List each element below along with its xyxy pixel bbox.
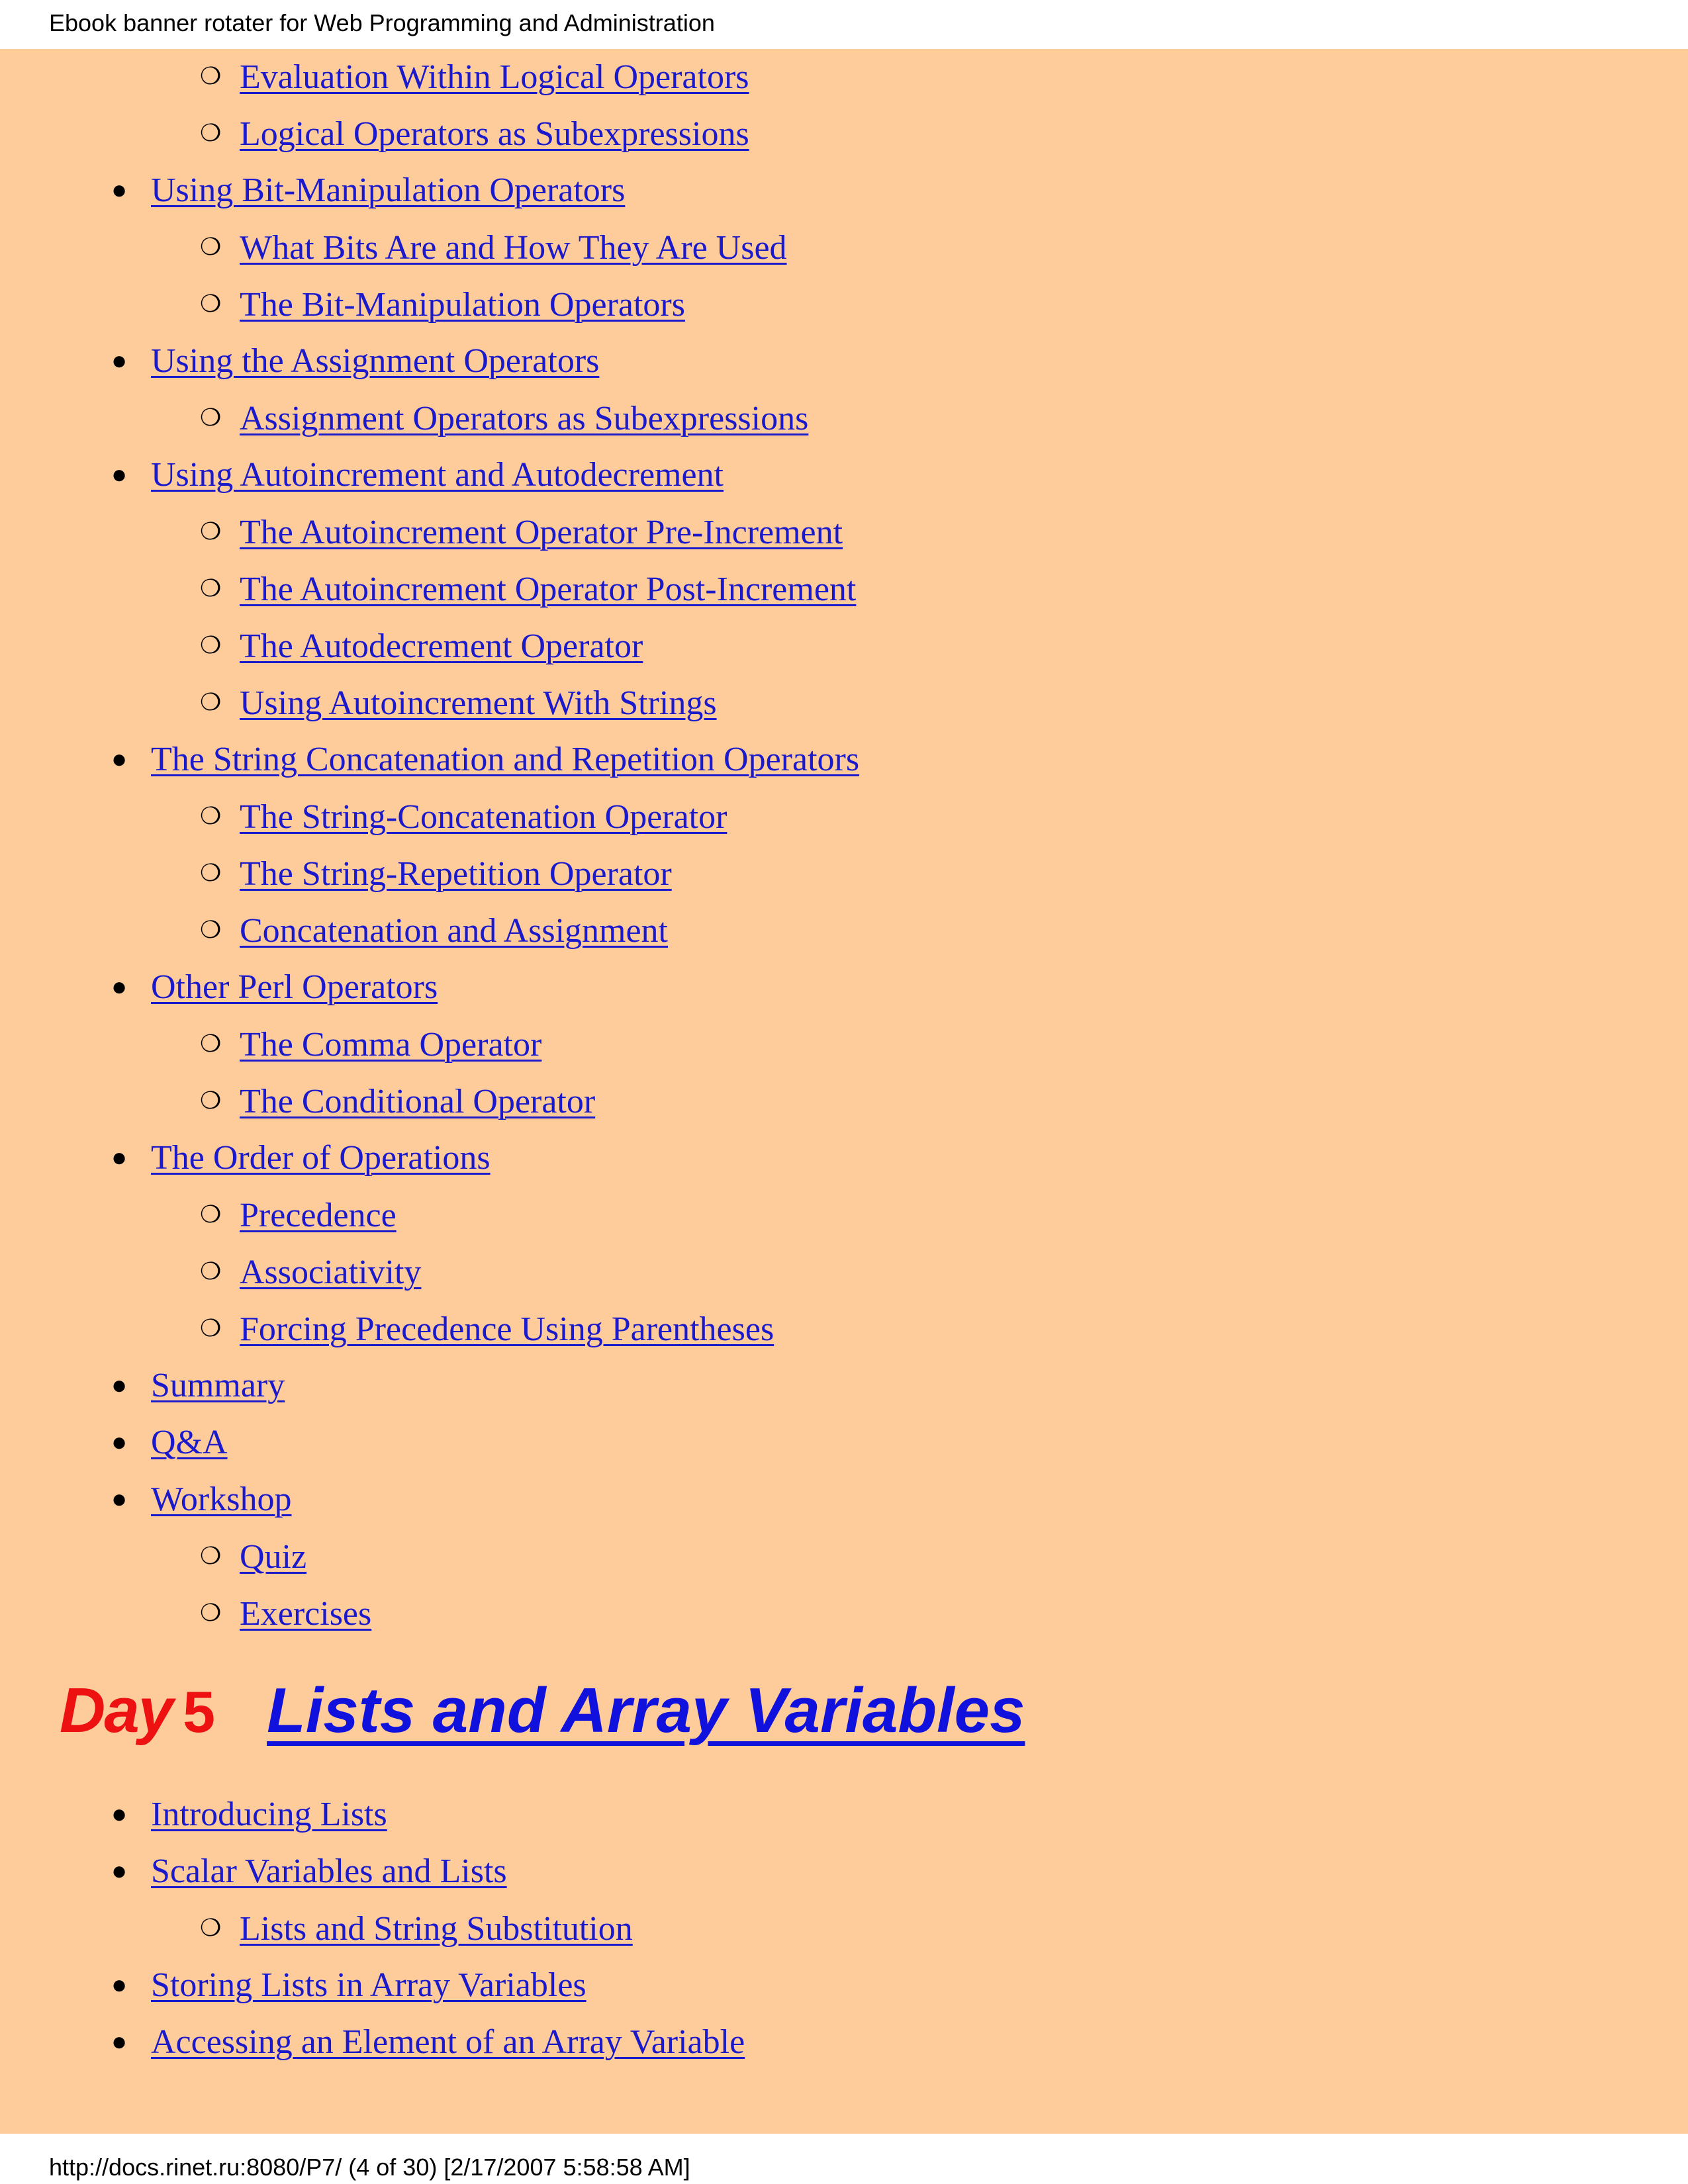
toc-link[interactable]: The Autoincrement Operator Post-Increment [240, 570, 857, 608]
circle-bullet-icon [200, 218, 240, 277]
toc-link[interactable]: Evaluation Within Logical Operators [240, 58, 749, 96]
banner-text: Ebook banner rotater for Web Programming and Administration [49, 9, 715, 36]
day-list-item [111, 1956, 586, 2013]
disc-bullet-icon [111, 1129, 151, 1187]
disc-bullet-icon [111, 1843, 151, 1900]
toc-list-item [200, 389, 808, 446]
toc-link[interactable]: Storing Lists in Array Variables [151, 1966, 586, 2004]
toc-link[interactable]: Lists and String Substitution [240, 1910, 633, 1948]
circle-bullet-icon [200, 901, 240, 960]
toc-list-item [111, 161, 625, 218]
toc-list-item [200, 1527, 306, 1584]
toc-link[interactable]: Accessing an Element of an Array Variable [151, 2023, 745, 2061]
toc-list-item [200, 560, 856, 617]
toc-link[interactable]: Associativity [240, 1253, 422, 1291]
toc-link[interactable]: Scalar Variables and Lists [151, 1852, 507, 1890]
toc-list-item [111, 332, 599, 389]
toc-link[interactable]: Logical Operators as Subexpressions [240, 115, 749, 153]
toc-link[interactable]: The Comma Operator [240, 1026, 542, 1064]
toc-link[interactable]: What Bits Are and How They Are Used [240, 229, 787, 267]
day-label: Day [60, 1675, 173, 1746]
toc-list-item [111, 1471, 291, 1527]
disc-bullet-icon [111, 958, 151, 1016]
toc-link[interactable]: Using Autoincrement and Autodecrement [151, 456, 724, 494]
toc-list-item [200, 105, 749, 161]
circle-bullet-icon [200, 1072, 240, 1130]
circle-bullet-icon [200, 1584, 240, 1643]
circle-bullet-icon [200, 844, 240, 903]
toc-link[interactable]: The Autoincrement Operator Pre-Increment [240, 514, 843, 551]
toc-link[interactable]: The Autodecrement Operator [240, 627, 643, 665]
toc-list-item [200, 503, 843, 560]
toc-link[interactable]: The String-Concatenation Operator [240, 798, 727, 836]
circle-bullet-icon [200, 1015, 240, 1073]
disc-bullet-icon [111, 1956, 151, 2014]
circle-bullet-icon [200, 1899, 240, 1958]
toc-link[interactable]: The Order of Operations [151, 1139, 491, 1177]
toc-list-item [200, 901, 668, 958]
toc-list-item [200, 674, 717, 731]
toc-list-item [200, 1300, 774, 1357]
disc-bullet-icon [111, 1786, 151, 1843]
disc-bullet-icon [111, 731, 151, 788]
circle-bullet-icon [200, 275, 240, 334]
toc-list-item [200, 275, 685, 332]
page-footer [0, 2134, 1688, 2184]
disc-bullet-icon [111, 446, 151, 504]
toc-link[interactable]: The String-Repetition Operator [240, 855, 672, 893]
toc-link[interactable]: The Bit-Manipulation Operators [240, 286, 685, 324]
toc-link[interactable]: Forcing Precedence Using Parentheses [240, 1310, 774, 1348]
toc-link[interactable]: Using Bit-Manipulation Operators [151, 171, 626, 209]
day-list-item [200, 1899, 633, 1956]
toc-link[interactable]: Quiz [240, 1538, 307, 1576]
disc-bullet-icon [111, 1471, 151, 1528]
toc-list-item [200, 48, 749, 105]
circle-bullet-icon [200, 48, 240, 106]
circle-bullet-icon [200, 560, 240, 618]
toc-list-item [111, 731, 859, 788]
disc-bullet-icon [111, 1357, 151, 1414]
toc-list-item [200, 1072, 595, 1129]
toc-link[interactable]: Using the Assignment Operators [151, 342, 600, 380]
footer-url: http://docs.rinet.ru:8080/P7/ (4 of 30) [2/17/2007 5:58:58 AM] [49, 2154, 690, 2181]
toc-link[interactable]: Introducing Lists [151, 1796, 387, 1833]
toc-link[interactable]: Summary [151, 1367, 285, 1404]
circle-bullet-icon [200, 1300, 240, 1358]
day-list-item [111, 1843, 507, 1899]
day-number: 5 [183, 1679, 216, 1745]
toc-link[interactable]: Workshop [151, 1480, 292, 1518]
toc-list-item [200, 617, 643, 674]
toc-link[interactable]: Assignment Operators as Subexpressions [240, 400, 809, 437]
toc-link[interactable]: The String Concatenation and Repetition Operators [151, 741, 860, 778]
disc-bullet-icon [111, 332, 151, 390]
day-list-item [111, 1786, 387, 1843]
circle-bullet-icon [200, 1243, 240, 1301]
circle-bullet-icon [200, 105, 240, 163]
toc-list-item [111, 446, 724, 503]
circle-bullet-icon [200, 1186, 240, 1244]
toc-list-item [111, 958, 438, 1015]
toc-list-item [200, 1015, 541, 1072]
circle-bullet-icon [200, 503, 240, 561]
toc-list-item [200, 788, 727, 844]
day-title-link[interactable]: Lists and Array Variables [267, 1675, 1025, 1746]
toc-link[interactable]: Q&A [151, 1424, 228, 1461]
disc-bullet-icon [111, 2013, 151, 2071]
day-heading [60, 1674, 1025, 1754]
toc-list-item [111, 1357, 285, 1414]
toc-list-item [200, 844, 672, 901]
toc-link[interactable]: Exercises [240, 1595, 372, 1633]
toc-list-item [111, 1414, 228, 1471]
toc-link[interactable]: Concatenation and Assignment [240, 912, 669, 950]
circle-bullet-icon [200, 788, 240, 846]
banner-header [0, 0, 1688, 49]
toc-link[interactable]: Other Perl Operators [151, 968, 438, 1006]
toc-list-item [200, 1584, 371, 1641]
toc-link[interactable]: The Conditional Operator [240, 1083, 596, 1120]
circle-bullet-icon [200, 674, 240, 732]
toc-list-item [200, 1243, 421, 1300]
circle-bullet-icon [200, 617, 240, 675]
disc-bullet-icon [111, 1414, 151, 1471]
circle-bullet-icon [200, 389, 240, 447]
toc-link[interactable]: Using Autoincrement With Strings [240, 684, 717, 722]
toc-list-item [200, 1186, 397, 1243]
disc-bullet-icon [111, 161, 151, 219]
toc-list-item [200, 218, 787, 275]
circle-bullet-icon [200, 1527, 240, 1586]
toc-list-item [111, 1129, 491, 1186]
day-list-item [111, 2013, 745, 2070]
toc-link[interactable]: Precedence [240, 1197, 397, 1234]
